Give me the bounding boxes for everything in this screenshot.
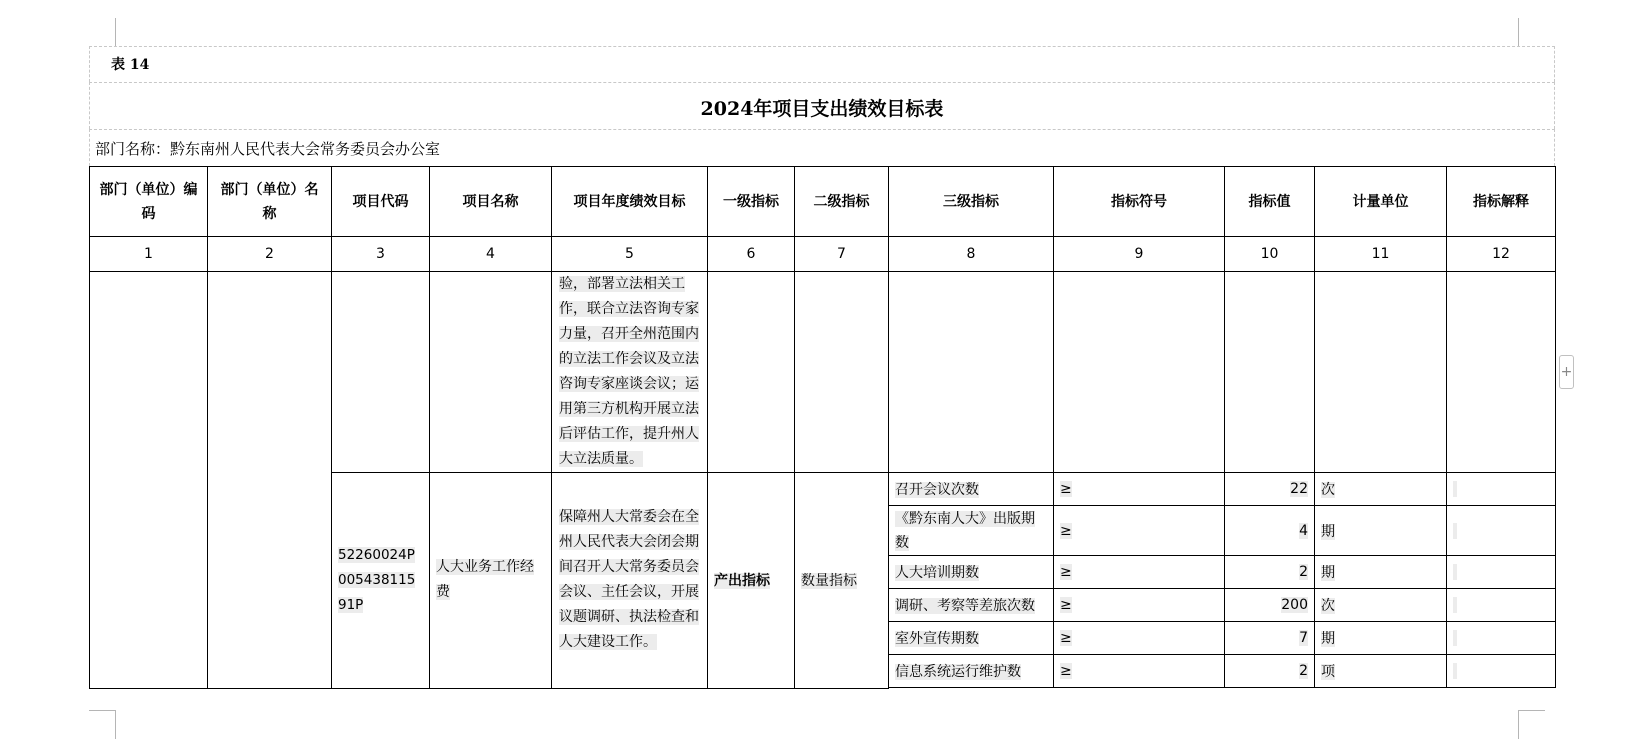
corner-mark-top-right [1518,18,1519,46]
indicator-name-cell [889,473,1054,506]
indicator-symbol: ≥ [1060,522,1072,539]
indicator-unit: 次 [1321,598,1335,614]
empty-cell [1225,272,1315,473]
corner-mark-bottom-left [89,710,116,739]
col-number: 3 [332,237,430,272]
indicator-symbol: ≥ [1060,663,1072,679]
prev-project-code-cell [332,272,430,473]
indicator-name: 《黔东南人大》出版期数 [895,510,1035,551]
column-number-row [90,237,1556,272]
indicator-unit: 期 [1321,565,1335,581]
empty-cell [708,272,795,473]
prev-project-name-cell [430,272,552,473]
indicator-name-cell [889,655,1054,688]
col-number: 1 [90,237,208,272]
col-number: 12 [1447,237,1556,272]
performance-table [89,166,1556,689]
empty-cell [1447,272,1556,473]
col-number: 6 [708,237,795,272]
col-number: 5 [552,237,708,272]
indicator-value: 2 [1299,564,1308,580]
col-number: 10 [1225,237,1315,272]
header-unit: 计量单位 [1315,167,1447,237]
indicator-symbol-cell [1054,622,1225,655]
col-number: 2 [208,237,332,272]
header-dept-name: 部门（单位）名称 [208,167,332,237]
indicator-unit-cell [1315,655,1447,688]
table-number: 表 14 [111,57,150,73]
empty-cell [795,272,889,473]
indicator-unit: 期 [1321,523,1335,540]
indicator-symbol-cell [1054,655,1225,688]
empty-cell [1315,272,1447,473]
corner-mark-bottom-right [1518,710,1545,739]
corner-mark-top-left [115,18,116,46]
indicator-name-cell [889,556,1054,589]
indicator-name-cell [889,506,1054,556]
indicator-name-cell [889,589,1054,622]
indicator-unit-cell [1315,506,1447,556]
level2-cell [795,473,889,689]
indicator-symbol-cell [1054,506,1225,556]
indicator-name: 信息系统运行维护数 [895,664,1021,680]
indicator-unit-cell [1315,622,1447,655]
page-title: 2024年项目支出绩效目标表 [700,98,944,120]
indicator-name: 调研、考察等差旅次数 [895,598,1035,614]
header-annual-goal: 项目年度绩效目标 [552,167,708,237]
dept-name-cell [208,272,332,689]
header-dept-code: 部门（单位）编码 [90,167,208,237]
project-goal: 保障州人大常委会在全州人民代表大会闭会期间召开人大常务委员会会议、主任会议，开展议题调研、执法检查和人大建设工作。 [559,509,699,651]
indicator-value-cell [1225,622,1315,655]
indicator-value: 200 [1281,597,1308,613]
project-name: 人大业务工作经费 [436,559,534,601]
indicator-unit: 次 [1321,482,1335,498]
header-project-code: 项目代码 [332,167,430,237]
indicator-explanation-cell [1447,506,1556,556]
col-number: 11 [1315,237,1447,272]
indicator-unit: 项 [1321,664,1335,680]
col-number: 9 [1054,237,1225,272]
indicator-unit-cell [1315,589,1447,622]
indicator-value-cell [1225,655,1315,688]
add-row-button[interactable]: + [1559,355,1574,389]
indicator-value: 4 [1299,522,1308,539]
indicator-value-cell [1225,506,1315,556]
header-row [90,167,1556,237]
project-goal-cell [552,473,708,689]
indicator-value-cell [1225,556,1315,589]
empty-cell [1054,272,1225,473]
empty-cell [889,272,1054,473]
indicator-explanation-cell [1447,655,1556,688]
indicator-name: 室外宣传期数 [895,631,979,647]
project-name-cell [430,473,552,689]
col-number: 8 [889,237,1054,272]
header-project-name: 项目名称 [430,167,552,237]
indicator-explanation-cell [1447,589,1556,622]
project-code: 52260024P00543811591P [338,546,416,613]
dept-code-cell [90,272,208,689]
table-row [90,272,1556,473]
indicator-explanation-cell [1447,556,1556,589]
header-level2: 二级指标 [795,167,889,237]
indicator-name: 召开会议次数 [895,482,979,498]
col-number: 4 [430,237,552,272]
level1-text: 产出指标 [714,573,770,590]
project-code-cell [332,473,430,689]
indicator-unit-cell [1315,556,1447,589]
indicator-unit: 期 [1321,631,1335,647]
indicator-symbol-cell [1054,473,1225,506]
indicator-value: 22 [1290,481,1308,497]
indicator-symbol-cell [1054,589,1225,622]
indicator-explanation-cell [1447,622,1556,655]
table-label-row [89,46,1555,82]
prev-goal-cell [552,272,708,473]
col-number: 7 [795,237,889,272]
level1-cell [708,473,795,689]
indicator-symbol-cell [1054,556,1225,589]
prev-goal-text: 验，部署立法相关工作，联合立法咨询专家力量，召开全州范围内的立法工作会议及立法咨询专家座谈会议；运用第三方机构开展立法后评估工作，提升州人大立法质量。 [559,276,699,467]
header-explanation: 指标解释 [1447,167,1556,237]
indicator-explanation-cell [1447,473,1556,506]
indicator-value: 7 [1299,630,1308,646]
indicator-unit-cell [1315,473,1447,506]
indicator-value: 2 [1299,663,1308,679]
indicator-symbol: ≥ [1060,564,1072,580]
indicator-symbol: ≥ [1060,481,1072,497]
indicator-name-cell [889,622,1054,655]
indicator-name: 人大培训期数 [895,565,979,581]
header-value: 指标值 [1225,167,1315,237]
level2-text: 数量指标 [801,573,857,590]
department-name: 部门名称：黔东南州人民代表大会常务委员会办公室 [95,140,441,158]
indicator-value-cell [1225,589,1315,622]
indicator-symbol: ≥ [1060,630,1072,646]
document-page [89,46,1555,696]
indicator-symbol: ≥ [1060,597,1072,613]
indicator-value-cell [1225,473,1315,506]
header-level3: 三级指标 [889,167,1054,237]
header-symbol: 指标符号 [1054,167,1225,237]
spacer-cell [889,688,1556,689]
header-level1: 一级指标 [708,167,795,237]
